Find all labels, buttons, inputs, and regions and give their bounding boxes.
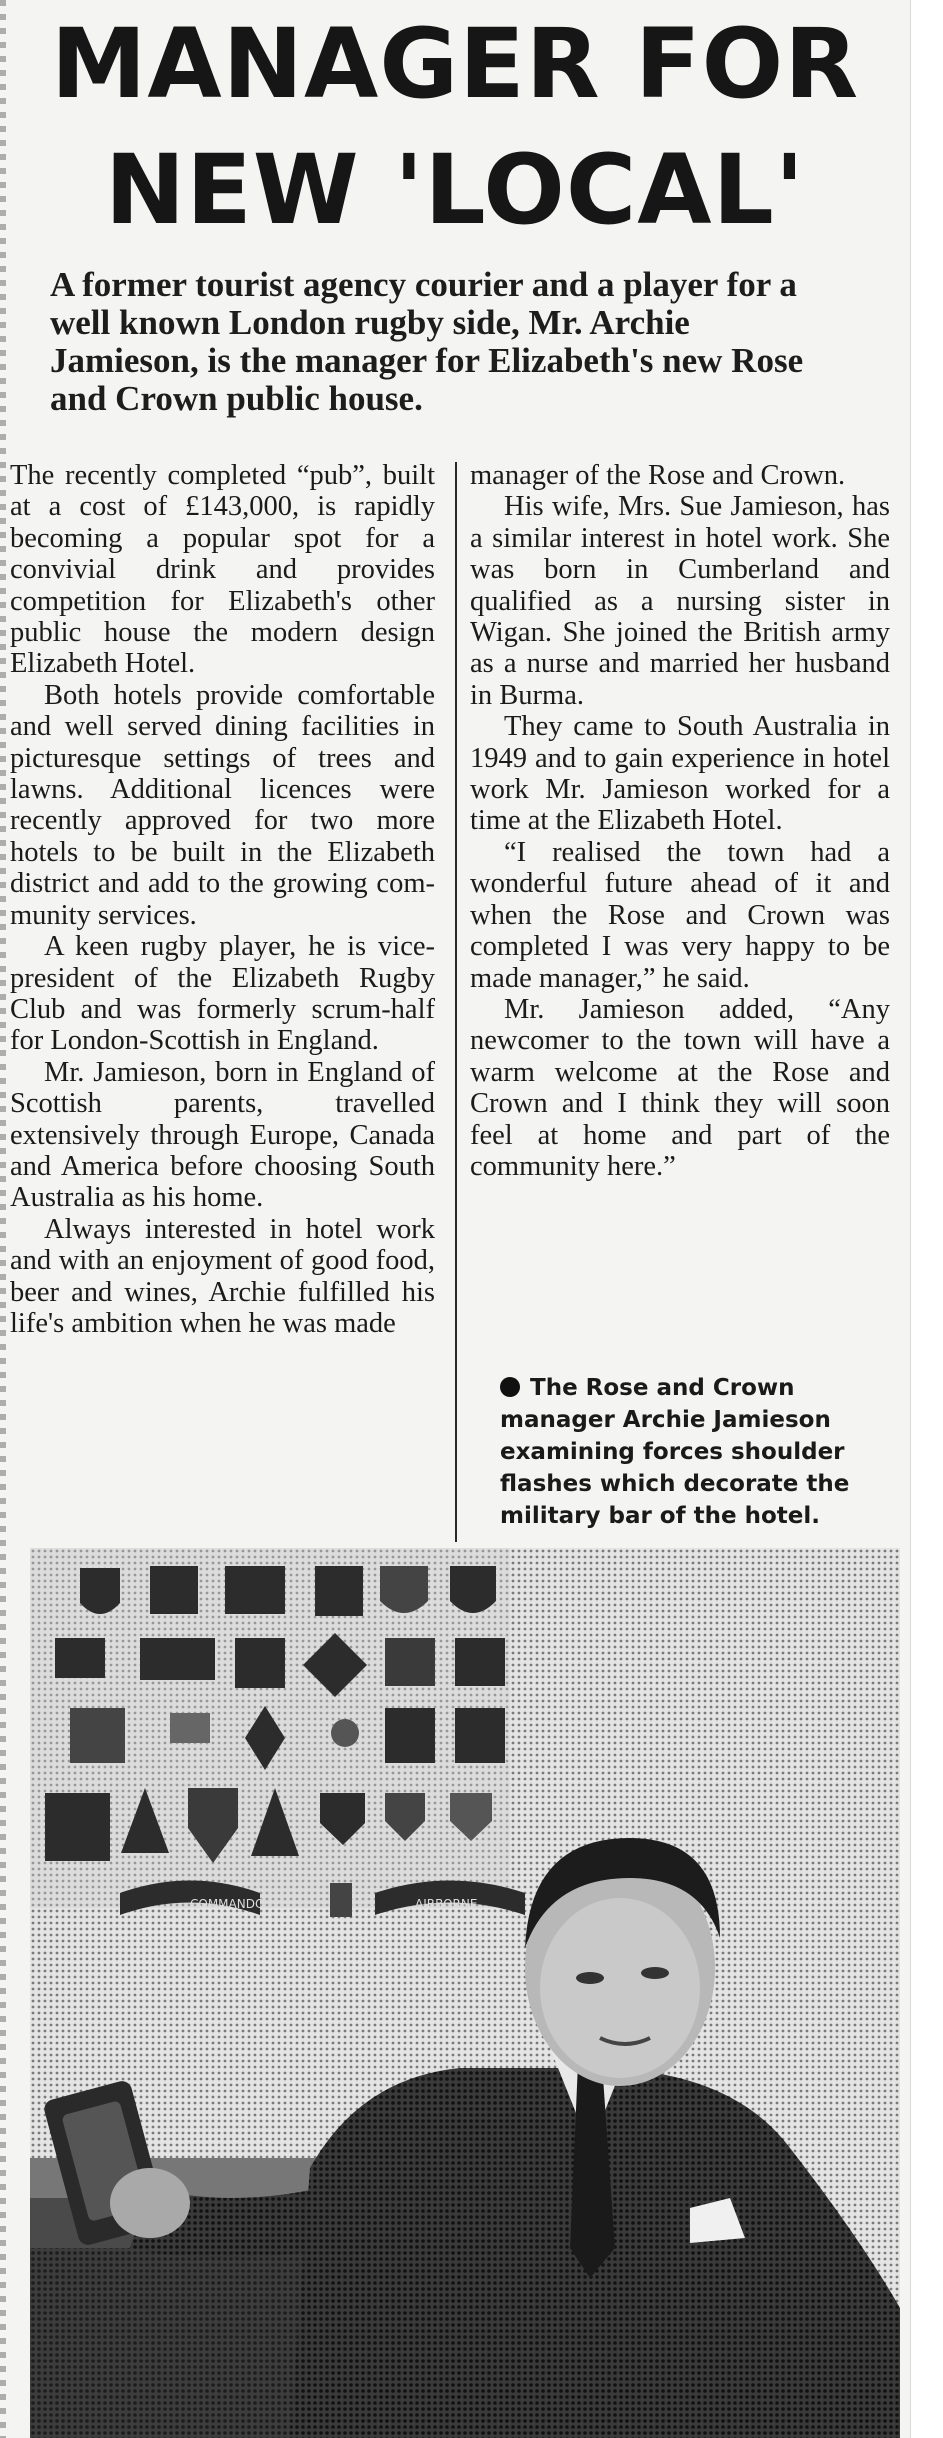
photo-illustration [30, 1548, 900, 2438]
lead-paragraph: A former tourist agency courier and a player for a well known London rugby side, Mr. Archie Jamieson, is the manager for Elizabeth's new Rose and Crown public house. [50, 265, 804, 418]
article-paragraph: manager of the Rose and Crown. [470, 460, 846, 491]
article-paragraph: “I realised the town had a wonderful future ahead of it and when the Rose and Crown was completed I was very happy to be made manager,” he said. [470, 836, 890, 994]
halftone-photo [30, 1548, 900, 2438]
photo-caption-text: The Rose and Crown manager Archie Jamieson examining forces shoulder flashes which decorate the military bar of the hotel. [500, 1375, 850, 1529]
bullet-icon [500, 1377, 520, 1397]
photo-caption [500, 1372, 880, 1532]
article-paragraph: A keen rugby player, he is vice-president of the Elizabeth Rugby Club and was formerly scrum-half for London-Scottish in England. [10, 931, 435, 1057]
headline-line-2: NEW 'LOCAL' [104, 134, 806, 246]
article-paragraph: His wife, Mrs. Sue Jamieson, has a similar interest in hotel work. She was born in Cumberland and qualified as a nursing sister in Wigan. She joined the British army as a nurse and married her husband in Burma. [470, 491, 890, 711]
article-paragraph: Mr. Jamieson, born in England of Scottish parents, travelled extensively through Europe, Canada and America before choosing South Australia as his home. [10, 1056, 435, 1214]
article-paragraph: Both hotels provide comfortable and well served dining facilities in picturesque settings of trees and lawns. Additional licences were recently approved for two more hotels to be built in the Elizabeth district and add to the growing community services. [10, 679, 435, 931]
article-column-left [10, 460, 435, 1540]
column-divider [455, 462, 457, 1542]
article-paragraph: Mr. Jamieson added, “Any newcomer to the town will have a warm welcome at the Rose and Crown and I think they will soon feel at home and part of the community here.” [470, 993, 890, 1182]
article-paragraph: Always interested in hotel work and with an enjoyment of good food, beer and wines, Archie fulfilled his life's ambition when he was made [10, 1213, 435, 1339]
article-paragraph: The recently completed “pub”, built at a cost of £143,000, is rapidly becoming a popular spot for a convivial drink and provides competition for Elizabeth's other public house the modern design Elizabeth Hotel. [10, 460, 435, 680]
scan-edge-marks [0, 0, 6, 2438]
headline-line-1: MANAGER FOR [50, 8, 860, 120]
article-paragraph: They came to South Australia in 1949 and to gain experience in hotel work Mr. Jamieson worked for a time at the Elizabeth Hotel. [470, 711, 890, 837]
patch-label-commando: COMMANDO [190, 1897, 265, 1911]
patch-label-airborne: AIRBORNE [415, 1897, 478, 1911]
